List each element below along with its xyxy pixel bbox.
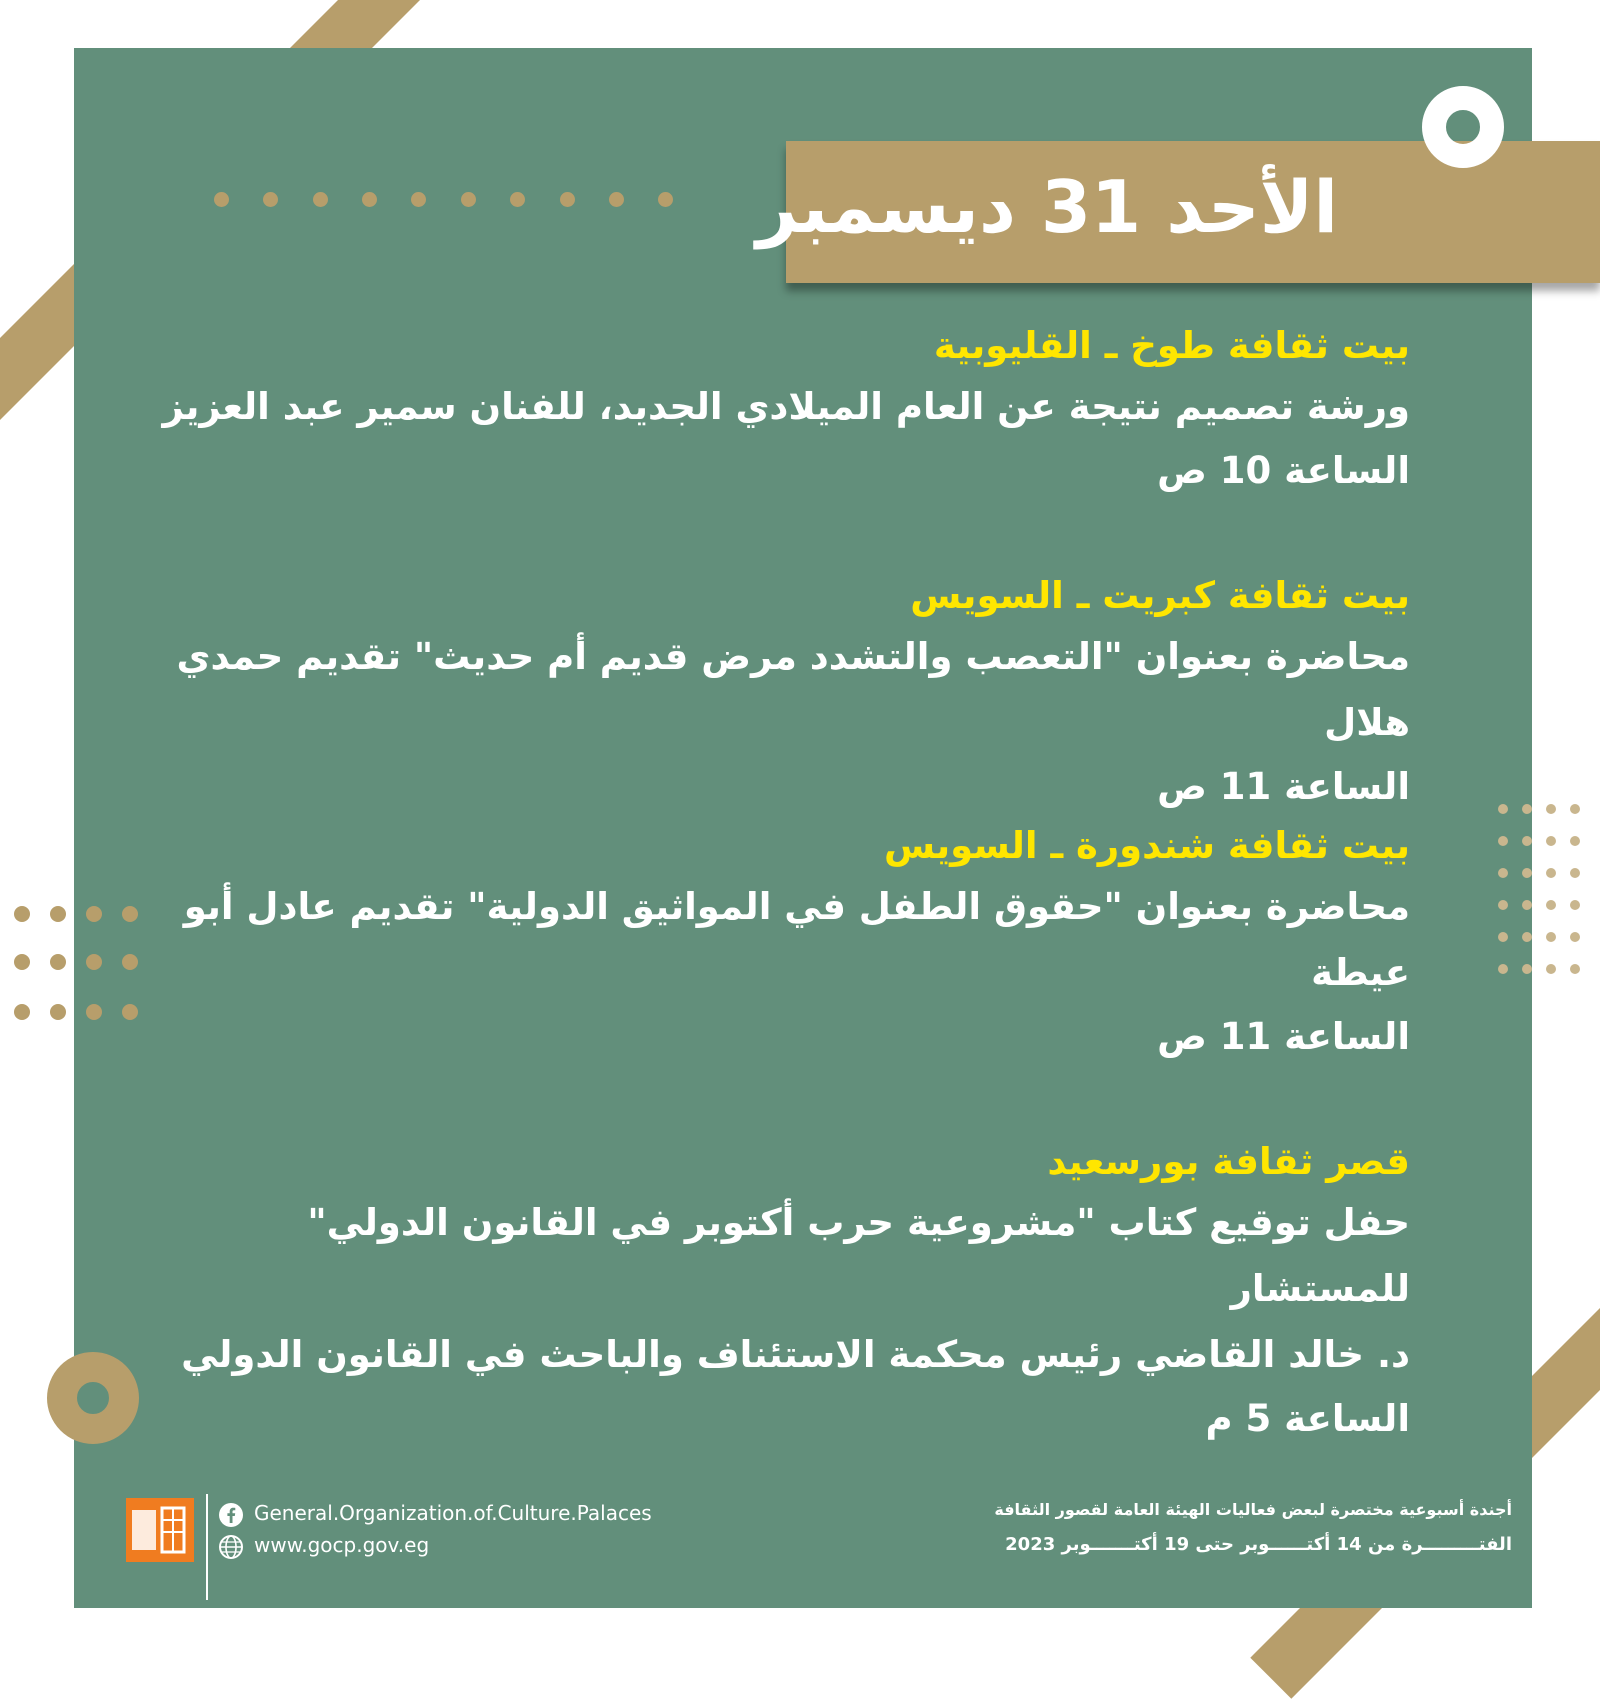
event-location: قصر ثقافة بورسعيد <box>1047 1140 1410 1183</box>
globe-icon <box>218 1534 244 1560</box>
decorative-ring-gold <box>47 1352 139 1444</box>
page-title: الأحد 31 ديسمبر <box>756 165 1338 249</box>
event-time: الساعة 10 ص <box>1157 449 1410 492</box>
facebook-link[interactable] <box>218 1501 652 1528</box>
event-time: الساعة 11 ص <box>1157 1015 1410 1058</box>
event-description: هلال <box>1324 701 1410 744</box>
event-description: عيطة <box>1311 951 1410 994</box>
decorative-ring-white <box>1422 86 1504 168</box>
organization-logo <box>126 1498 194 1562</box>
agenda-description: أجندة أسبوعية مختصرة لبعض فعاليات الهيئة العامة لقصور الثقافة <box>994 1500 1512 1519</box>
event-block <box>150 318 1410 502</box>
event-block <box>150 818 1410 1068</box>
event-location: بيت ثقافة كبريت ـ السويس <box>910 574 1410 617</box>
website-link[interactable] <box>218 1533 429 1560</box>
event-description: حفل توقيع كتاب "مشروعية حرب أكتوبر في القانون الدولي" للمستشار <box>307 1201 1410 1310</box>
event-location: بيت ثقافة طوخ ـ القليوبية <box>933 324 1410 367</box>
agenda-period: الفتـــــــــرة من 14 أكتــــــوبر حتى 19 أكتـــــــوبر 2023 <box>1005 1534 1512 1555</box>
event-description: د. خالد القاضي رئيس محكمة الاستئناف والباحث في القانون الدولي <box>181 1333 1410 1376</box>
footer-divider <box>206 1494 208 1600</box>
event-location: بيت ثقافة شندورة ـ السويس <box>883 824 1410 867</box>
event-block <box>150 568 1410 818</box>
event-block <box>150 1134 1410 1450</box>
event-description: ورشة تصميم نتيجة عن العام الميلادي الجديد، للفنان سمير عبد العزيز <box>162 385 1410 428</box>
events-list <box>150 318 1410 1450</box>
facebook-link-text: General.Organization.of.Culture.Palaces <box>254 1501 652 1525</box>
logo-graphic <box>126 1498 194 1562</box>
event-time: الساعة 11 ص <box>1157 765 1410 808</box>
event-description: محاضرة بعنوان "التعصب والتشدد مرض قديم أم حديث" تقديم حمدي <box>176 635 1410 678</box>
website-link-text: www.gocp.gov.eg <box>254 1533 430 1557</box>
event-time: الساعة 5 م <box>1205 1397 1410 1440</box>
event-description: محاضرة بعنوان "حقوق الطفل في المواثيق الدولية" تقديم عادل أبو <box>183 885 1410 928</box>
facebook-icon <box>218 1502 244 1528</box>
